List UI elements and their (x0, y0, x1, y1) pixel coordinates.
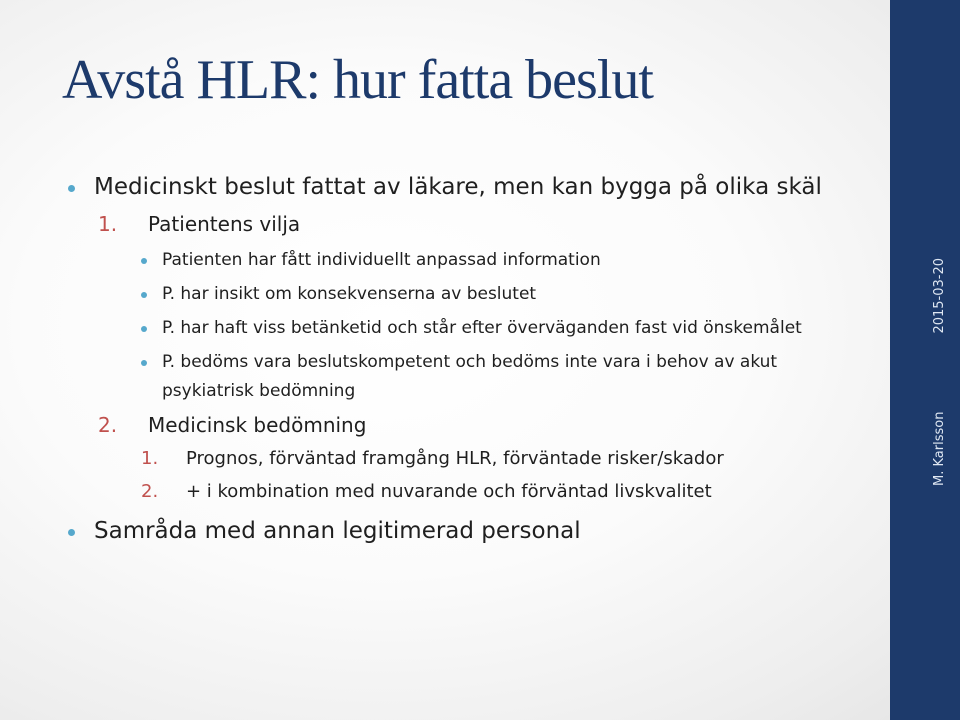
bullet-dot-icon (68, 185, 75, 192)
author-label: M. Karlsson (932, 411, 947, 486)
numbered-item-medical-assessment (62, 408, 862, 442)
bullet-dot-icon (141, 326, 147, 332)
bullet-item-medical-decision (62, 171, 862, 203)
item-number: 1. (98, 212, 118, 236)
sidebar-footer (932, 258, 947, 486)
sub-bullet-insight (62, 280, 862, 309)
bullet-text: P. har haft viss betänketid och står efter överväganden fast vid önskemålet (162, 318, 802, 338)
item-text: Patientens vilja (148, 212, 301, 236)
sub-bullet-information (62, 246, 862, 275)
numbered-subitem-prognosis (62, 442, 862, 475)
slide-title: Avstå HLR: hur fatta beslut (62, 49, 653, 111)
bullet-dot-icon (68, 529, 75, 536)
bullet-item-consult-staff (62, 515, 862, 547)
item-text: + i kombination med nuvarande och förväntad livskvalitet (186, 481, 712, 502)
bullet-dot-icon (141, 258, 147, 264)
bullet-list (62, 171, 862, 547)
bullet-text: P. har insikt om konsekvenserna av beslutet (162, 284, 537, 304)
bullet-text: P. bedöms vara beslutskompetent och bedöms inte vara i behov av akut psykiatrisk bedömning (162, 352, 778, 401)
item-number: 2. (141, 481, 159, 502)
item-text: Medicinsk bedömning (148, 413, 367, 437)
bullet-text: Patienten har fått individuellt anpassad information (162, 250, 601, 270)
numbered-subitem-quality-of-life (62, 475, 862, 508)
sub-bullet-reflection-time (62, 314, 822, 343)
bullet-dot-icon (141, 360, 147, 366)
bullet-text: Medicinskt beslut fattat av läkare, men kan bygga på olika skäl (94, 174, 822, 200)
date-label: 2015-03-20 (932, 257, 947, 334)
item-text: Prognos, förväntad framgång HLR, förväntade risker/skador (186, 448, 724, 469)
sidebar-band (890, 0, 960, 720)
bullet-dot-icon (141, 292, 147, 298)
numbered-item-patient-will (62, 207, 862, 241)
item-number: 1. (141, 448, 159, 469)
item-number: 2. (98, 413, 118, 437)
bullet-text: Samråda med annan legitimerad personal (94, 518, 581, 544)
sub-bullet-competence (62, 348, 822, 406)
